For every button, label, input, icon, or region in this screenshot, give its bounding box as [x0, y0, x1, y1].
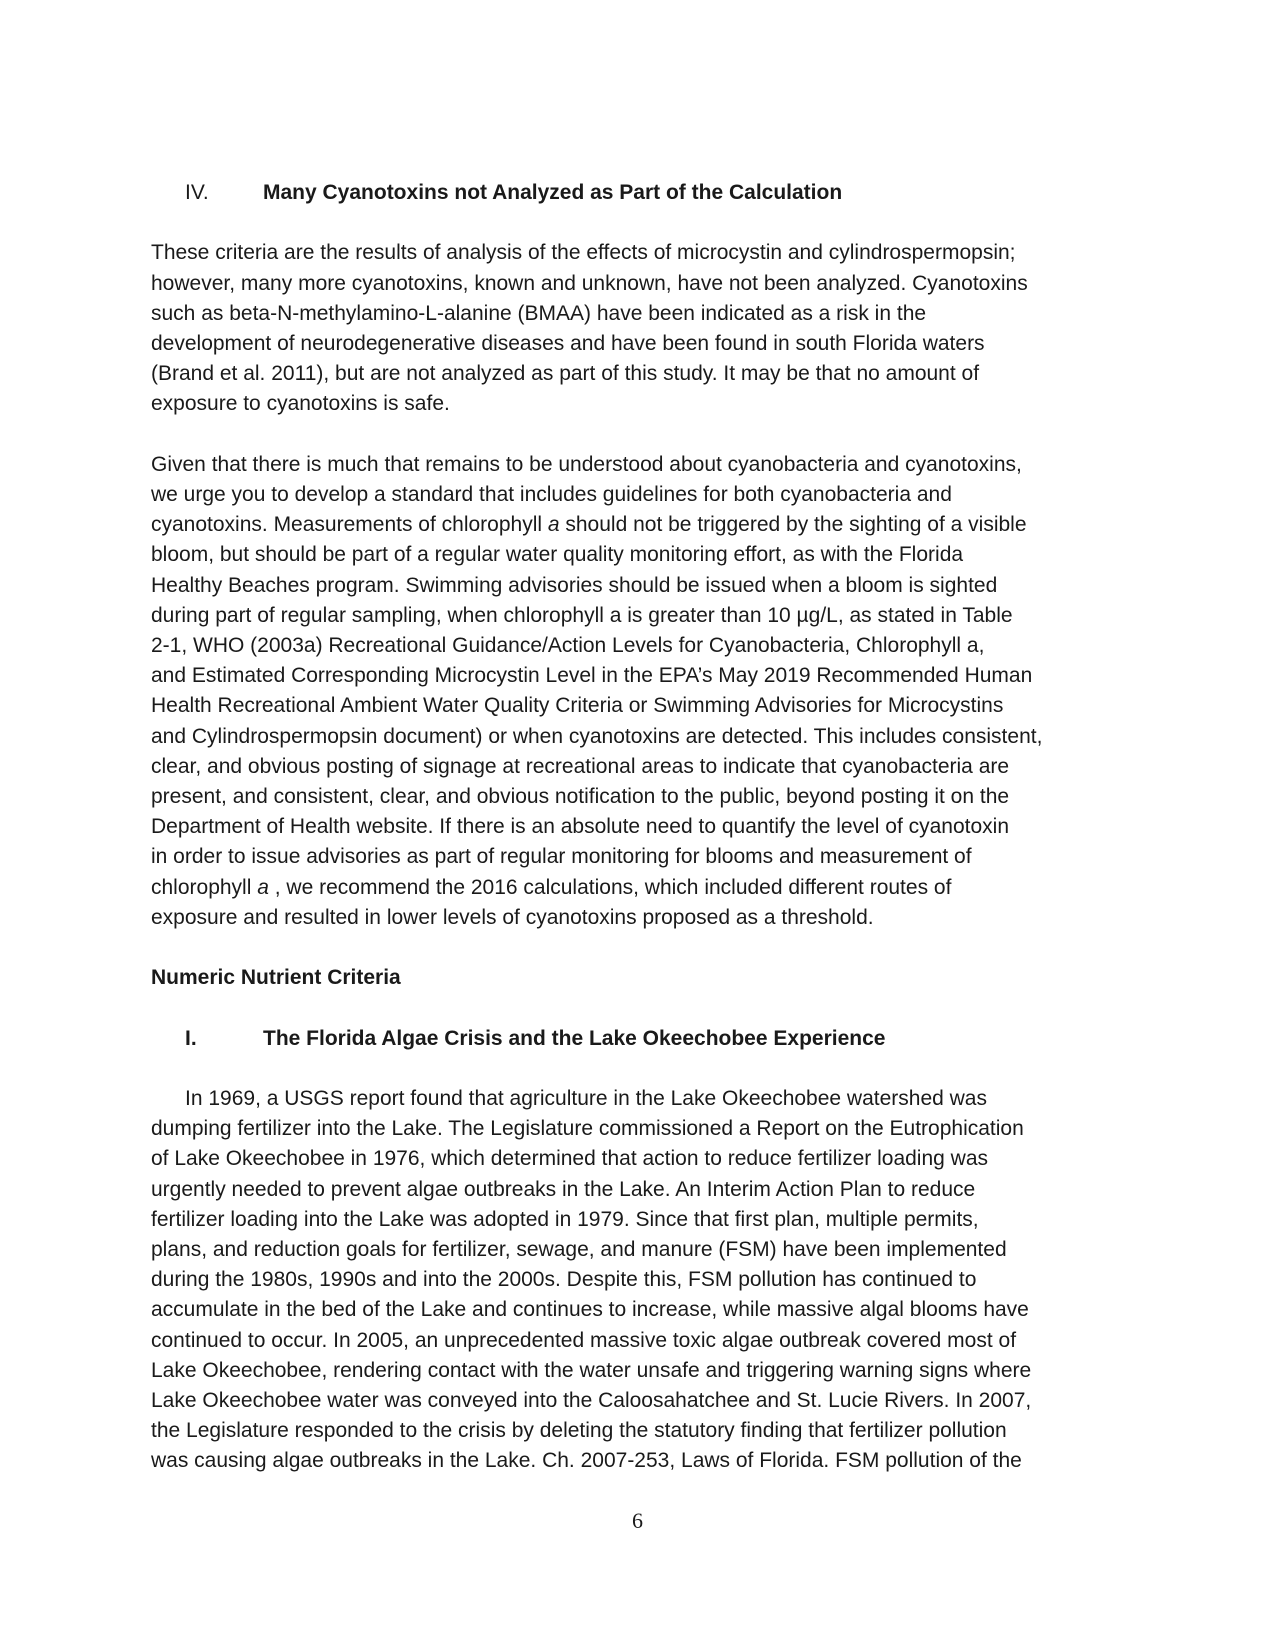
section-i-title: The Florida Algae Crisis and the Lake Okeechobee Experience [263, 1026, 886, 1050]
paragraph-cyanotoxins [151, 238, 1136, 419]
section-iv-title: Many Cyanotoxins not Analyzed as Part of the Calculation [263, 181, 843, 204]
paragraph-line [151, 510, 1136, 540]
paragraph-line: exposure and resulted in lower levels of cyanotoxins proposed as a threshold. [151, 905, 874, 929]
text-segment: , we recommend the 2016 calculations, which included different routes of [268, 875, 952, 899]
paragraph-line: the Legislature responded to the crisis by deleting the statutory finding that fertilizer pollution [151, 1419, 1007, 1443]
paragraph-line: however, many more cyanotoxins, known and unknown, have not been analyzed. Cyanotoxins [151, 271, 1028, 295]
paragraph-line: plans, and reduction goals for fertilizer, sewage, and manure (FSM) have been implemented [151, 1238, 1007, 1262]
paragraph-line: Department of Health website. If there is an absolute need to quantify the level of cyanotoxin [151, 815, 1010, 839]
page-content [151, 178, 1136, 1477]
paragraph-line: was causing algae outbreaks in the Lake. Ch. 2007-253, Laws of Florida. FSM pollution of the [151, 1449, 1022, 1473]
paragraph-lake-okeechobee [151, 1084, 1136, 1477]
paragraph-line: and Estimated Corresponding Microcystin Level in the EPA’s May 2019 Recommended Human [151, 664, 1033, 688]
text-segment: should not be triggered by the sighting of a visible [559, 513, 1027, 537]
page-number: 6 [632, 1508, 643, 1533]
paragraph-line [151, 873, 1136, 903]
paragraph-line: exposure to cyanotoxins is safe. [151, 392, 450, 416]
paragraph-line: and Cylindrospermopsin document) or when cyanotoxins are detected. This includes consistent, [151, 724, 1043, 748]
paragraph-line: Lake Okeechobee, rendering contact with the water unsafe and triggering warning signs where [151, 1358, 1032, 1382]
paragraph-line: Healthy Beaches program. Swimming advisories should be issued when a bloom is sighted [151, 573, 998, 597]
paragraph-line: in order to issue advisories as part of regular monitoring for blooms and measurement of [151, 845, 972, 869]
italic-a: a [547, 513, 560, 537]
paragraph-line: fertilizer loading into the Lake was adopted in 1979. Since that first plan, multiple permits, [151, 1207, 979, 1231]
paragraph-line: Health Recreational Ambient Water Quality Criteria or Swimming Advisories for Microcystins [151, 694, 1004, 718]
paragraph-line: Lake Okeechobee water was conveyed into the Caloosahatchee and St. Lucie Rivers. In 2007, [151, 1389, 1032, 1413]
section-i-heading [151, 1024, 1136, 1054]
paragraph-line: of Lake Okeechobee in 1976, which determined that action to reduce fertilizer loading was [151, 1147, 989, 1171]
section-i-numeral: I. [185, 1026, 197, 1050]
paragraph-standard-recommendation [151, 450, 1136, 933]
paragraph-line: accumulate in the bed of the Lake and continues to increase, while massive algal blooms have [151, 1298, 1029, 1322]
paragraph-line: urgently needed to prevent algae outbreaks in the Lake. An Interim Action Plan to reduce [151, 1177, 976, 1201]
paragraph-line: These criteria are the results of analysis of the effects of microcystin and cylindrospermopsin; [151, 241, 1016, 265]
italic-a: a [257, 875, 269, 899]
section-iv-numeral: IV. [185, 181, 209, 204]
paragraph-line: bloom, but should be part of a regular water quality monitoring effort, as with the Florida [151, 543, 964, 567]
paragraph-line: dumping fertilizer into the Lake. The Legislature commissioned a Report on the Eutrophication [151, 1117, 1024, 1141]
text-segment: cyanotoxins. Measurements of chlorophyll [151, 513, 548, 537]
text-segment: chlorophyll [151, 875, 258, 899]
paragraph-line: Given that there is much that remains to be understood about cyanobacteria and cyanotoxins, [151, 452, 1022, 476]
paragraph-line: (Brand et al. 2011), but are not analyzed as part of this study. It may be that no amount of [151, 362, 980, 386]
paragraph-line: we urge you to develop a standard that includes guidelines for both cyanobacteria and [151, 483, 952, 506]
paragraph-line: 2-1, WHO (2003a) Recreational Guidance/Action Levels for Cyanobacteria, Chlorophyll a, [151, 634, 985, 658]
paragraph-line: clear, and obvious posting of signage at recreational areas to indicate that cyanobacteria are [151, 754, 1010, 778]
paragraph-line: continued to occur. In 2005, an unprecedented massive toxic algae outbreak covered most of [151, 1328, 1017, 1352]
paragraph-line: during the 1980s, 1990s and into the 2000s. Despite this, FSM pollution has continued to [151, 1268, 977, 1292]
paragraph-line: during part of regular sampling, when chlorophyll a is greater than 10 µg/L, as stated in Table [151, 603, 1013, 627]
section-iv-heading [151, 178, 1136, 208]
paragraph-line: such as beta-N-methylamino-L-alanine (BMAA) have been indicated as a risk in the [151, 301, 927, 325]
numeric-nutrient-criteria-heading: Numeric Nutrient Criteria [151, 966, 401, 990]
paragraph-line: present, and consistent, clear, and obvious notification to the public, beyond posting it on the [151, 785, 1010, 809]
paragraph-line: development of neurodegenerative diseases and have been found in south Florida waters [151, 332, 985, 355]
paragraph-line: In 1969, a USGS report found that agriculture in the Lake Okeechobee watershed was [185, 1087, 987, 1111]
